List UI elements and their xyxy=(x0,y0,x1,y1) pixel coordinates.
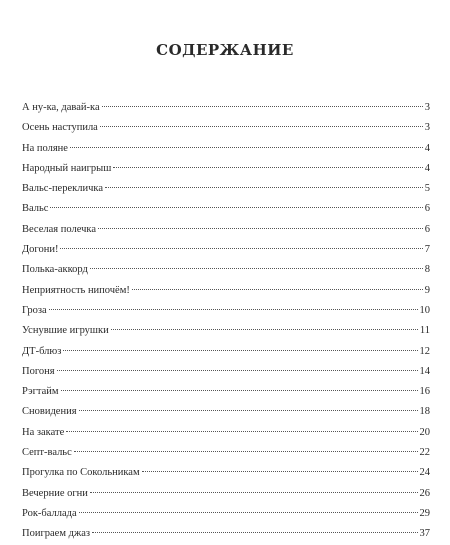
toc-entry xyxy=(22,524,430,544)
toc-dot-leader xyxy=(66,431,417,432)
toc-entry-page-number: 29 xyxy=(419,507,430,519)
toc-dot-leader xyxy=(102,106,423,107)
toc-entry-page-number: 4 xyxy=(424,162,430,174)
toc-dot-leader xyxy=(113,167,422,168)
toc-entry-page-number: 7 xyxy=(424,244,430,256)
toc-entry-page-number: 20 xyxy=(419,426,430,438)
toc-dot-leader xyxy=(57,370,418,371)
toc-entry-page-number: 5 xyxy=(424,183,430,195)
toc-entry-page-number: 6 xyxy=(424,223,430,235)
toc-entry-title: Полька-аккорд xyxy=(22,264,88,276)
toc-entry-page-number: 4 xyxy=(424,142,430,154)
toc-entry-title: Прогулка по Сокольникам xyxy=(22,467,140,479)
toc-entry-title: Веселая полечка xyxy=(22,223,96,235)
toc-entry xyxy=(22,504,430,524)
toc-entry-title: Вальс-перекличка xyxy=(22,183,103,195)
toc-entry xyxy=(22,199,430,219)
toc-entry-title: Вальс xyxy=(22,203,49,215)
toc-entry xyxy=(22,139,430,159)
toc-entry-title: Осень наступила xyxy=(22,122,98,134)
toc-entry-page-number: 14 xyxy=(419,365,430,377)
toc-entry-title: А ну-ка, давай-ка xyxy=(22,102,100,113)
toc-entry-page-number: 16 xyxy=(419,386,430,398)
toc-entry-page-number: 12 xyxy=(419,345,430,357)
toc-entry-page-number: 11 xyxy=(419,325,430,337)
toc-entry-title: Погоня xyxy=(22,365,55,377)
toc-dot-leader xyxy=(132,289,423,290)
toc-dot-leader xyxy=(92,532,417,533)
toc-dot-leader xyxy=(105,187,423,188)
toc-entry-page-number: 8 xyxy=(424,264,430,276)
toc-dot-leader xyxy=(49,309,418,310)
toc-dot-leader xyxy=(70,147,423,148)
toc-entry-title: Уснувшие игрушки xyxy=(22,325,109,337)
toc-dot-leader xyxy=(79,512,418,513)
toc-entry xyxy=(22,463,430,483)
toc-entry xyxy=(22,118,430,138)
table-of-contents xyxy=(22,98,430,545)
toc-entry xyxy=(22,240,430,260)
toc-entry-title: ДТ-блюз xyxy=(22,345,62,357)
toc-dot-leader xyxy=(79,410,418,411)
toc-entry-page-number: 24 xyxy=(419,467,430,479)
toc-entry xyxy=(22,402,430,422)
toc-entry-title: На закате xyxy=(22,426,65,438)
toc-entry xyxy=(22,260,430,280)
toc-entry-page-number: 26 xyxy=(419,487,430,499)
toc-entry-title: На поляне xyxy=(22,142,68,154)
toc-entry-title: Рэгтайм xyxy=(22,386,59,398)
toc-entry-title: Неприятность нипочём! xyxy=(22,284,130,296)
toc-entry-page-number: 18 xyxy=(419,406,430,418)
toc-entry xyxy=(22,443,430,463)
toc-dot-leader xyxy=(90,492,418,493)
toc-entry-title: Вечерние огни xyxy=(22,487,88,499)
toc-dot-leader xyxy=(111,329,418,330)
toc-dot-leader xyxy=(90,268,423,269)
toc-entry xyxy=(22,321,430,341)
toc-dot-leader xyxy=(100,126,423,127)
toc-entry-page-number: 22 xyxy=(419,447,430,459)
toc-entry xyxy=(22,220,430,240)
toc-entry-title: Гроза xyxy=(22,304,47,316)
toc-entry xyxy=(22,179,430,199)
toc-entry xyxy=(22,159,430,179)
toc-entry-title: Поиграем джаз xyxy=(22,528,91,540)
toc-entry-page-number: 37 xyxy=(419,528,430,540)
toc-entry-title: Септ-вальс xyxy=(22,447,72,459)
toc-dot-leader xyxy=(74,451,418,452)
toc-dot-leader xyxy=(98,228,423,229)
page-title: СОДЕРЖАНИЕ xyxy=(156,41,294,59)
toc-entry xyxy=(22,281,430,301)
toc-entry-page-number: 3 xyxy=(424,102,430,113)
toc-entry xyxy=(22,362,430,382)
toc-entry-page-number: 3 xyxy=(424,122,430,134)
toc-entry-title: Народный наигрыш xyxy=(22,162,112,174)
toc-dot-leader xyxy=(142,471,418,472)
toc-entry xyxy=(22,382,430,402)
toc-entry-page-number: 9 xyxy=(424,284,430,296)
toc-entry-page-number: 6 xyxy=(424,203,430,215)
toc-dot-leader xyxy=(63,350,417,351)
toc-entry-title: Рок-баллада xyxy=(22,507,77,519)
toc-entry-title: Сновидения xyxy=(22,406,77,418)
toc-dot-leader xyxy=(61,390,418,391)
toc-entry xyxy=(22,423,430,443)
toc-entry xyxy=(22,342,430,362)
toc-entry-title: Догони! xyxy=(22,244,59,256)
toc-entry xyxy=(22,98,430,118)
toc-entry xyxy=(22,301,430,321)
toc-entry-page-number: 10 xyxy=(419,304,430,316)
toc-dot-leader xyxy=(60,248,422,249)
toc-entry xyxy=(22,484,430,504)
toc-dot-leader xyxy=(50,207,422,208)
